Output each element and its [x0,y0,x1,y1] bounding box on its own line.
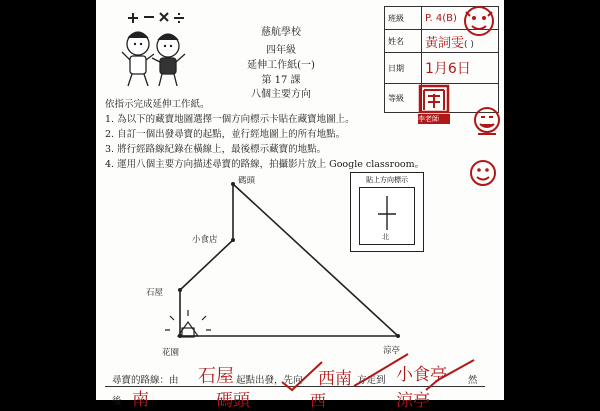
cartoon-kids-logo [108,8,200,90]
school-name: 慈航學校 [261,27,301,38]
teacher-check-marks [276,352,486,400]
compass-north-label: 北 [382,233,389,241]
date-value: 1月6日 [422,53,499,84]
class-value: P. 4(B) [422,7,499,30]
place-rock-house: 石屋 [146,288,164,298]
compass-sticker-box [350,172,424,252]
map-point-rock-house [178,288,182,292]
grade-result-label: 等級 [385,84,422,113]
route-text: 起點出發，先向 [236,375,303,386]
route-start-answer: 石屋 [198,366,234,387]
route-prefix: 尋寶的路線：由 [112,375,179,386]
route-direction-answer: 西南 [318,369,352,389]
instruction-item: 1. 為以下的藏寶地圖選擇一個方向標示卡貼在藏寶地圖上。 [105,114,355,125]
map-point-pier [231,182,235,186]
route-place-answer: 涼亭 [396,391,430,411]
compass-title: 貼上方向標示 [366,176,408,184]
place-pavilion: 涼亭 [383,346,401,356]
teacher-stamp-label: 李老師 [418,115,439,123]
place-pier: 碼頭 [238,176,256,186]
grade-label: 四年級 [266,45,296,56]
route-direction-answer: 西 [310,391,327,410]
treasure-map [96,170,504,350]
lesson-number: 第 17 課 [261,75,301,86]
worksheet-title: 延伸工作紙(一) [247,60,315,71]
compass-card [359,187,415,245]
instructions-intro: 依指示完成延伸工作紙。 [105,99,210,110]
route-prefix: 後 [112,396,122,407]
instruction-item: 2. 自訂一個出發尋寶的起點，並行經地圖上的所有地點。 [105,129,346,140]
date-label: 日期 [385,53,422,84]
place-snack-shop: 小食店 [192,235,218,245]
lesson-topic: 八個主要方向 [251,89,311,100]
map-point-pavilion [396,334,400,338]
route-place-answer: 碼頭 [216,391,250,411]
instruction-item: 4. 運用八個主要方向描述尋寶的路線，拍攝影片放上 Google classroom。 [105,159,425,170]
map-point-snack-shop [231,238,235,242]
student-name: 黃詞雯 [425,35,465,51]
compass-cross-icon [374,196,400,230]
route-text: 方走到 [357,375,386,386]
route-direction-answer: 南 [132,390,149,410]
worksheet-page [96,0,504,411]
class-label: 班級 [385,7,422,30]
cartoon-stamp-top-icon [460,2,498,40]
name-label: 姓名 [385,30,422,53]
treasure-sketch-icon [165,310,211,337]
route-destination-answer: 小食亭 [396,365,447,385]
route-text: 然 [468,375,478,386]
place-garden: 花園 [162,348,180,358]
student-number-blank: ( ) [464,39,474,50]
cartoon-stamp-middle-icon [470,104,504,142]
instruction-item: 3. 將行經路線紀錄在橫線上，最後標示藏寶的地點。 [105,144,327,155]
